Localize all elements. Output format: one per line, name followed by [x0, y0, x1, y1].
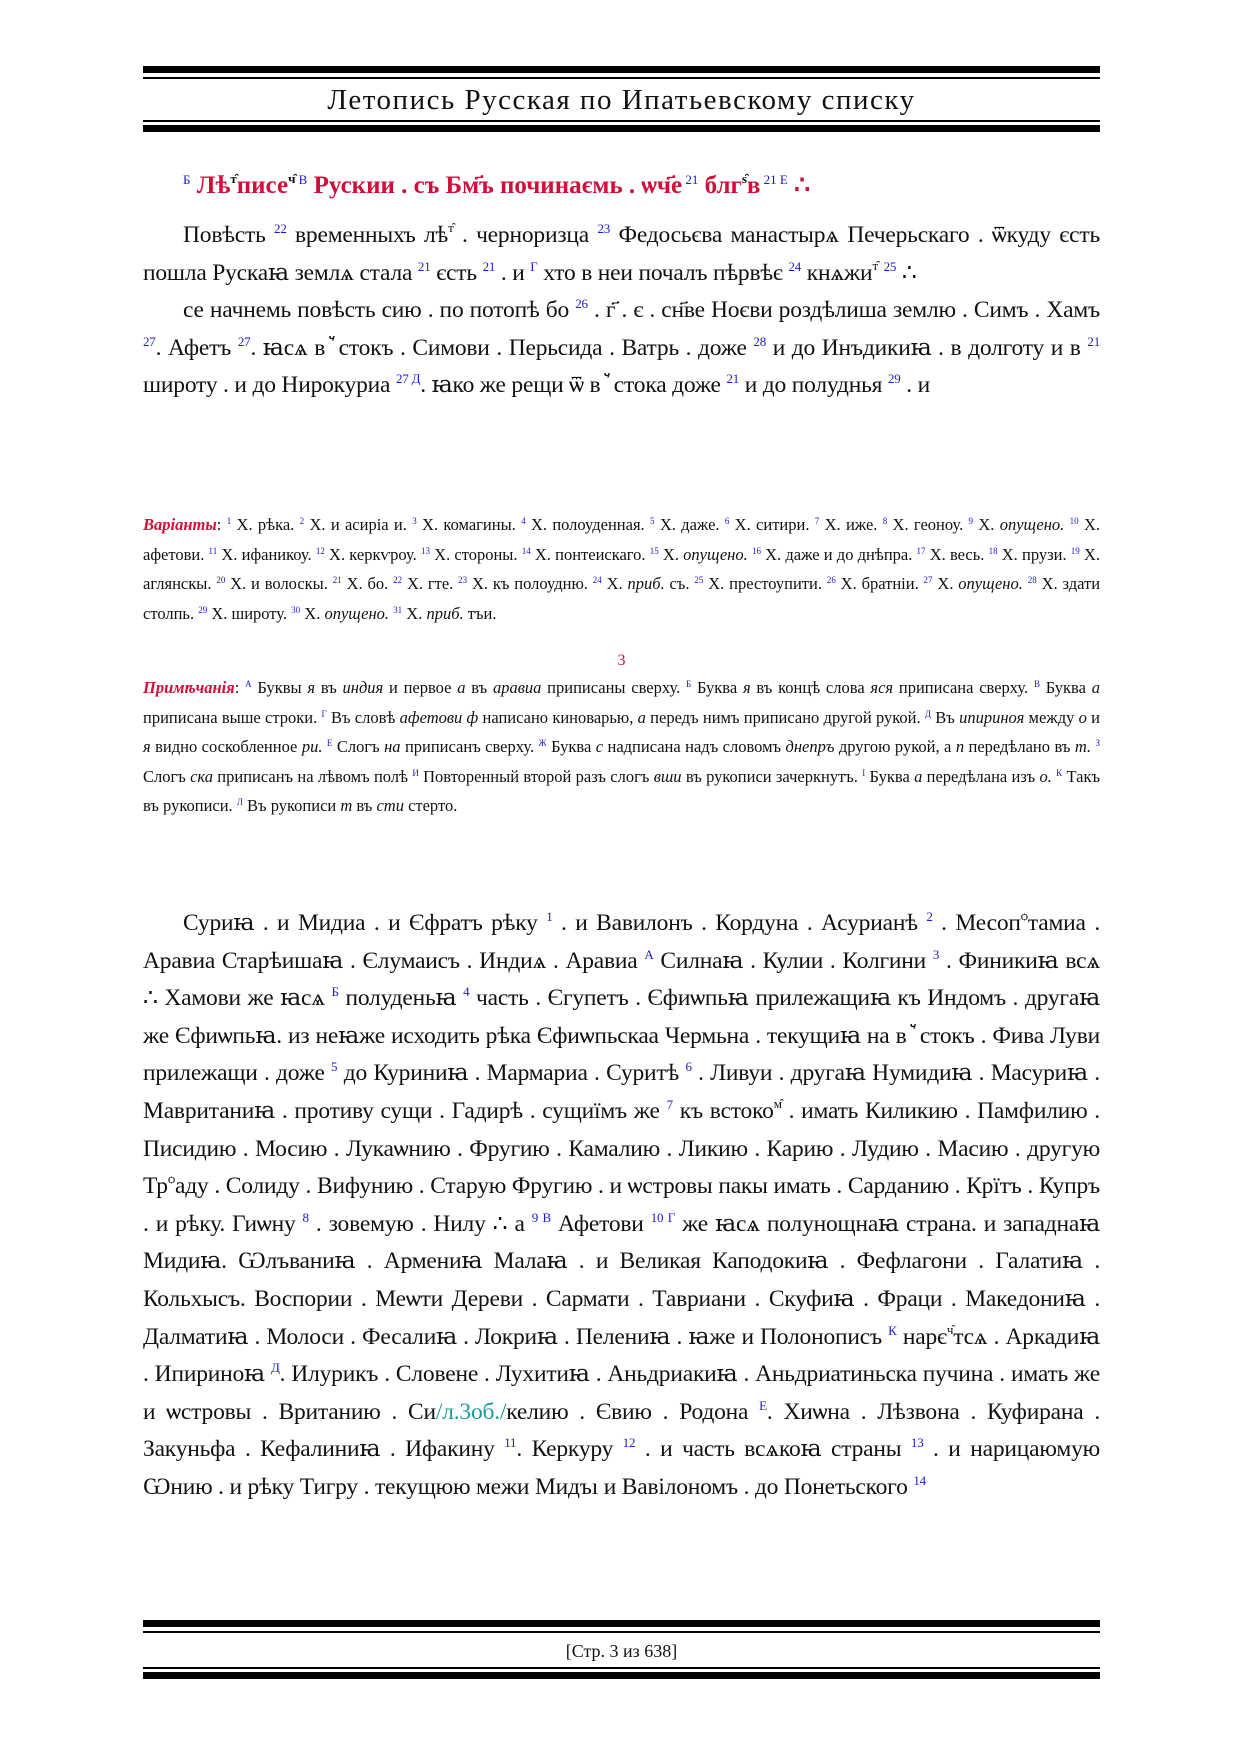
footnote-ref: 23: [597, 221, 611, 236]
text-run: часть . Єгупетъ . Єфиѡпьꙗ прилежащиꙗ къ Индомъ . другаꙗ же Єфиѡпьꙗ. из неꙗже исходить рѣка Єфиѡпьскаа Чермьна . текущиꙗ на вꙿстокъ . Фива Луви прилежащи . доже: [143, 985, 1100, 1087]
text-run: . черноризца: [453, 222, 598, 248]
text-run: Такъ въ рукописи.: [143, 766, 1100, 815]
footnote-ref: 24: [788, 258, 802, 274]
footnote-ref: 14: [521, 545, 531, 556]
text-run: въ концѣ слова: [750, 678, 871, 697]
text-run: и до полуднья: [739, 372, 888, 399]
text-run: Повѣсть: [183, 222, 275, 248]
footnote-ref: 5: [331, 1059, 338, 1075]
footnote-ref: 19: [1070, 545, 1080, 556]
italic-text: с: [595, 737, 604, 756]
italic-text: приб.: [627, 574, 665, 593]
footnote-ref: 8: [882, 516, 888, 526]
text-run: . Месоп: [932, 910, 1021, 936]
footnote-ref: 29: [887, 371, 901, 387]
text-run: до Куриниꙗ . Мармариа . Суритѣ: [337, 1060, 686, 1087]
footnote-ref: 21: [332, 575, 342, 585]
folio-marker: /л.3об./: [435, 1398, 507, 1425]
running-head: Летопись Русская по Ипатьевскому списку: [327, 84, 916, 116]
footnote-ref: 21: [482, 258, 496, 274]
text-run: же ꙗсѧ полунощнаꙗ страна. и западнаꙗ Мидиꙗ. Ѡлъваниꙗ . Армениꙗ Малаꙗ . и Великая Каподокиꙗ . Фефлагони . Галатиꙗ . Кольхысъ. Воспории . Меѡти Дереви . Сармати . Тавриани . Скуфиꙗ . Фраци . Македониꙗ . Далматиꙗ . Молоси . Фесалиꙗ . Локриꙗ . Пелениꙗ . ꙗже и Полонописъ: [143, 1210, 1101, 1350]
superscript-letter: м̑: [773, 1095, 782, 1111]
italic-text: на: [384, 737, 401, 756]
footnote-ref: Л: [236, 797, 243, 807]
text-run: . и: [495, 259, 531, 286]
footnote-ref: Д: [924, 708, 932, 719]
text-run: Х. и волоскы.: [225, 574, 333, 593]
text-run: Х.: [402, 603, 427, 623]
text-run: временныхъ лѣ: [286, 222, 449, 248]
italic-text: п: [955, 737, 965, 756]
text-run: Х. даже и до днѣпра.: [760, 544, 917, 564]
rubric-text: Рускии . съ Бм҃ъ починаємь . ѡч҃е: [307, 172, 683, 199]
text-run: аду . Солиду . Вифунию . Старую Фругию . и ѡстровы пакы имать . Сарданию . Крїтъ . Купръ . и рѣку. Гиѡну: [143, 1173, 1100, 1237]
footnote-ref: 25: [883, 258, 897, 274]
footnote-ref: І: [862, 767, 866, 778]
text-run: . ꙗко же рещи ѿ вꙿстока доже: [420, 372, 727, 399]
notes-apparatus: [143, 673, 1100, 821]
text-run: съ.: [664, 574, 695, 593]
footer-rule-thick-lower: [143, 1672, 1100, 1679]
footnote-ref: 16: [751, 545, 761, 556]
italic-text: опущено.: [324, 603, 390, 623]
footnote-ref: 21: [682, 172, 699, 187]
footer-rule-thin: [143, 1631, 1100, 1633]
text-run: приписана выше строки.: [143, 707, 322, 727]
footnote-ref: 10 Г: [650, 1209, 676, 1225]
footnote-ref: В: [295, 172, 308, 187]
notes-items: [143, 678, 1100, 815]
variants-paragraph: Варіанты: $^1$ Х. рѣка. $^2$ Х. и асиріа и. $^3$ Х. комагины. $^4$ Х. полоуденная. $^5$ Х. даже. $^6$ Х. ситири. $^7$ Х. иже. $^8$ Х. геоноу. $^9$ Х. опущено. $^{10}$ Х. афетови. $^{11}$ Х. ифаникоу. $^{12}$ Х. керкѵроу. $^{13}$ Х. стороны. $^{14}$ Х. понтеискаго. $^{15}$ Х. опущено. $^{16}$ Х. даже и до днѣпра. $^{17}$ Х. весь. $^{18}$ Х. прузи. $^{19}$ Х. аглянскы. $^{20}$ Х. и волоскы. $^{21}$ Х. бо. $^{22}$ Х. гте. $^{23}$ Х. къ полоудню. $^{24}$ Х. приб. съ. $^{25}$ Х. престоупити. $^{26}$ Х. братніи. $^{27}$ Х. опущено. $^{28}$ Х. здати столпь. $^{29}$ Х. широту. $^{30}$ Х. опущено. $^{31}$ Х. приб. тъи.: [143, 515, 1101, 623]
text-run: Х.: [973, 515, 1000, 534]
text-run: въ рукописи зачеркнутъ.: [681, 766, 863, 786]
text-run: Въ: [931, 707, 960, 727]
footnote-ref: 31: [393, 604, 403, 615]
footnote-ref: 20: [216, 575, 226, 585]
italic-text: днепръ: [785, 737, 835, 756]
text-run: Буква: [865, 766, 915, 786]
text-run: . и: [900, 372, 930, 399]
footnote-ref: 11: [208, 545, 218, 556]
text-run: Х. понтеискаго.: [530, 544, 650, 564]
header-rule-thin: [143, 77, 1100, 79]
text-run: . Керкуру: [516, 1436, 623, 1463]
text-run: Х.: [932, 574, 959, 593]
text-run: Афетови: [550, 1210, 651, 1237]
text-run: . и нарицаюмую Ѡнию . и рѣку Тигру . текущюю межи Мидъı и Вавілономъ . до Понетьского: [143, 1436, 1100, 1500]
text-run: приписаны сверху.: [541, 678, 686, 697]
text-run: . Финикиꙗ всѧ ∴ Хамови же ꙗсѧ: [143, 947, 1100, 1012]
text-run: келию . Євию . Родона: [506, 1398, 760, 1425]
text-run: ∴: [896, 259, 917, 286]
text-run: передъ нимъ приписано другой рукой.: [645, 707, 925, 727]
text-run: Х. рѣка.: [231, 515, 300, 534]
text-run: Въ рукописи: [242, 796, 341, 815]
superscript-letter: т̑: [230, 171, 237, 186]
footnote-ref: Е: [759, 1397, 767, 1413]
text-run: Х. полоуденная.: [525, 515, 650, 534]
footnote-ref: 2: [299, 516, 305, 526]
footnote-ref: 26: [575, 296, 588, 312]
italic-text: а: [637, 707, 646, 727]
italic-text: ска: [190, 766, 213, 786]
footnote-ref: 18: [988, 545, 998, 556]
italic-text: вши: [653, 766, 682, 786]
text-run: Х.: [658, 544, 684, 564]
text-run: . ꙗсѧ вꙿстокъ . Симови . Перьсида . Ватрь . доже: [250, 334, 754, 361]
footnote-ref: 7: [666, 1096, 673, 1112]
footnote-ref: А: [245, 679, 252, 689]
text-run: Х. аглянскы.: [143, 544, 1100, 593]
footnote-ref: 1: [226, 516, 232, 526]
text-run: се начнемь повѣсть сию . по потопѣ бо: [183, 297, 576, 324]
text-run: . и часть всѧкоꙗ страны: [635, 1436, 911, 1463]
footnote-ref: 3: [932, 946, 940, 962]
superscript-letter: ч̑: [288, 171, 296, 186]
footnote-ref: 8: [302, 1209, 309, 1225]
header-rule-thin-lower: [143, 120, 1100, 122]
italic-text: я: [307, 678, 316, 697]
text-run: Х. широту.: [207, 603, 292, 623]
italic-text: а: [457, 678, 466, 697]
text-run: надписана надъ словомъ: [603, 737, 786, 756]
italic-text: опущено.: [683, 544, 748, 564]
footnote-ref: 21 Е: [760, 172, 788, 187]
rubric-text: писе: [236, 172, 289, 199]
text-run: Х.: [300, 603, 325, 623]
variants-items: [143, 515, 1100, 623]
footnote-ref: 12: [622, 1435, 636, 1451]
footnote-ref: 26: [826, 575, 836, 585]
text-run: Буква: [546, 737, 596, 756]
page-counter: [Стр. 3 из 638]: [565, 1641, 678, 1661]
text-run: Слогъ: [332, 737, 385, 756]
italic-text: индия: [342, 678, 384, 697]
text-run: Слогъ: [143, 766, 191, 786]
text-run: Х. братніи.: [835, 574, 924, 593]
italic-text: приб.: [426, 603, 464, 623]
text-run: тъи.: [463, 603, 497, 623]
footnote-ref: 13: [910, 1435, 924, 1451]
text-run: Х. иже.: [819, 515, 883, 534]
footnote-ref: 4: [463, 984, 470, 1000]
footer-rule-thin-lower: [143, 1667, 1100, 1669]
footnote-ref: 1: [546, 909, 553, 924]
footnote-ref: 27: [143, 333, 156, 349]
text-run: . Ливуи . другаꙗ Нумидиꙗ . Масуриꙗ . Мавританиꙗ . противу сущи . Гадирѣ . сущиїмъ же: [143, 1060, 1100, 1124]
italic-text: т.: [1074, 737, 1092, 756]
footnote-ref: 27: [237, 333, 251, 349]
footnote-ref: 11: [504, 1435, 517, 1451]
italic-text: а: [914, 766, 923, 786]
footnote-ref: 21: [726, 371, 740, 387]
text-run: Х. афетови.: [143, 515, 1101, 564]
text-run: Въ словѣ: [326, 707, 400, 727]
text-run: передѣлано въ: [964, 737, 1075, 756]
text-run: . Илурикъ . Словене . Лухитиꙗ . Аньдриакиꙗ . Аньдриатиньска пучина . имать же и ѡстровы . Вританию . Си: [143, 1361, 1100, 1425]
italic-text: яся: [870, 678, 894, 697]
superscript-letter: ѻ: [167, 1171, 175, 1187]
text-run: Х. прузи.: [997, 544, 1071, 564]
text-run: и первое: [383, 678, 458, 697]
text-run: Х. весь.: [925, 544, 989, 564]
footnote-ref: К: [888, 1322, 897, 1338]
footnote-ref: А: [644, 946, 654, 962]
rubric-text: Лѣ: [190, 172, 231, 199]
text-run: Х. престоупити.: [703, 574, 827, 593]
footnote-ref: 9 В: [531, 1209, 551, 1225]
text-run: между: [1024, 707, 1079, 727]
text-run: Х. здати столпь.: [143, 574, 1101, 623]
italic-text: т: [340, 796, 353, 815]
rubric-text: в: [746, 172, 761, 199]
rubric-text: блг: [698, 172, 742, 199]
italic-text: я: [143, 737, 151, 756]
text-run: въ: [352, 796, 377, 815]
text-run: . и Вавилонъ . Кордуна . Асурианѣ: [552, 910, 927, 936]
text-run: єсть: [430, 259, 483, 286]
text-run: ∴: [787, 172, 811, 199]
text-run: Х. ифаникоу.: [217, 544, 316, 564]
footnote-ref: 10: [1069, 516, 1079, 526]
text-run: Федосьєва манастырѧ Печерьскаго . ѿкуду єсть пошла Рускаꙗ землѧ стала: [143, 222, 1100, 286]
text-run: хто в неи почалъ пѣрвѣє: [537, 259, 789, 286]
text-run: Х. стороны.: [429, 544, 522, 564]
text-run: написано киноварью,: [478, 707, 638, 727]
text-run: Суриꙗ . и Мидиа . и Єфратъ рѣку: [183, 910, 547, 936]
text-run: Буква: [691, 678, 743, 697]
footnote-ref: 21: [417, 258, 431, 274]
text-run: передѣлана изъ: [922, 766, 1040, 786]
text-run: тамиа . Аравиа Старѣишаꙗ . Єлумаисъ . Индиѧ . Аравиа: [143, 910, 1100, 974]
notes-paragraph: Примѣчанія: $^А$ Буквы я въ индия и первое а въ аравиа приписаны сверху. $^Б$ Буква я въ концѣ слова яся приписана сверху. $^В$ Буква а приписана выше строки. $^Г$ Въ словѣ афетови ф написано киноварью, а передъ нимъ приписано другой рукой. $^Д$ Въ ипириноя между о и я видно соскобленное ри. $^Е$ Слогъ на приписанъ сверху. $^Ж$ Буква с надписана надъ словомъ днепръ другою рукой, а п передѣлано въ т. $^З$ Слогъ ска приписанъ на лѣвомъ полѣ $^И$ Повторенный второй разъ слогъ вши въ рукописи зачеркнутъ. $^І$ Буква а передѣлана изъ о. $^К$ Такъ въ рукописи. $^Л$ Въ рукописи т въ сти стерто.: [143, 678, 1101, 815]
text-run: кнѧжи: [801, 259, 873, 286]
italic-text: аравиа: [492, 678, 542, 697]
superscript-letter: ч̑: [946, 1321, 954, 1337]
text-run: Х. геоноу.: [887, 515, 969, 534]
text-run: и: [1086, 707, 1100, 727]
footnote-ref: 23: [458, 575, 468, 585]
footnote-ref: 17: [916, 545, 926, 556]
italic-text: а: [1091, 678, 1100, 697]
footnote-ref: 22: [274, 221, 287, 236]
text-run: Силнаꙗ . Кулии . Колгини: [653, 947, 933, 974]
italic-text: ри.: [301, 737, 323, 756]
italic-text: о: [1078, 707, 1087, 727]
intro-paragraph-1: [143, 217, 1100, 292]
text-run: . зовемую . Нилу ∴ а: [308, 1210, 532, 1237]
footnote-ref: 3: [412, 516, 417, 526]
footnote-ref: Д: [270, 1360, 280, 1376]
text-run: Буквы: [251, 678, 308, 697]
body-paragraph: [143, 905, 1100, 1507]
text-run: видно соскобленное: [150, 737, 302, 756]
italic-text: опущено.: [958, 574, 1023, 593]
text-run: Х. къ полоудню.: [467, 574, 593, 593]
text-run: и до Инъдикиꙗ . в долготу и в: [766, 334, 1088, 361]
footnote-ref: 5: [650, 516, 655, 526]
superscript-letter: т̑: [872, 257, 878, 273]
intro-paragraph-2: [143, 292, 1100, 405]
italic-text: опущено.: [999, 515, 1065, 534]
text-run: другою рукой, а: [834, 737, 956, 756]
footnote-ref: 13: [420, 545, 430, 556]
text-run: Х. гте.: [402, 574, 459, 593]
footnote-ref: 4: [521, 516, 526, 526]
italic-text: афетови ф: [399, 707, 479, 727]
text-run: тсѧ . Аркадиꙗ . Ипириноꙗ: [143, 1323, 1100, 1388]
footnote-ref: 21: [1087, 333, 1101, 349]
text-run: полуденьꙗ: [338, 985, 464, 1012]
text-run: Х. ситири.: [729, 515, 815, 534]
footnote-ref: 7: [814, 516, 820, 526]
footnote-ref: 15: [649, 545, 659, 556]
text-run: Х. бо.: [341, 574, 394, 593]
body-text: [143, 905, 1100, 1507]
text-run: . г҃ . є . сн҃ве Ноєви роздѣлиша землю . Симъ . Хамъ: [587, 297, 1100, 324]
text-run: Повторенный второй разъ слогъ: [418, 766, 654, 786]
text-run: Буква: [1039, 678, 1092, 697]
footnote-ref: 6: [724, 516, 730, 526]
text-run: въ: [315, 678, 343, 697]
text-run: приписанъ сверху.: [400, 737, 539, 756]
footnote-ref: 25: [694, 575, 704, 585]
footnote-ref: Е: [326, 738, 333, 748]
footnote-ref: 27 Д: [395, 371, 421, 387]
footnote-ref: 14: [913, 1472, 926, 1488]
chapter-heading: [183, 170, 810, 200]
text-run: Х. и асиріа и.: [304, 515, 413, 534]
text-run: къ встоко: [672, 1097, 774, 1124]
footnote-ref: 24: [592, 575, 602, 585]
superscript-letter: ѻ: [1020, 908, 1028, 923]
footnote-ref: К: [1056, 767, 1063, 778]
superscript-letter: ѕ̑: [741, 171, 747, 186]
footer-rule-thick: [143, 1620, 1100, 1627]
text-run: . имать Киликию . Памфилию . Писидию . Мосию . Лукаѡнию . Фругию . Камалию . Ликию . Карию . Лудию . Масию . другую Тр: [143, 1097, 1100, 1200]
footnote-ref: 12: [315, 545, 325, 556]
text-run: приписанъ на лѣвомъ полѣ: [213, 766, 413, 786]
footnote-ref: 30: [291, 604, 301, 615]
italic-text: ипириноя: [959, 707, 1025, 727]
text-run: Х. комагины.: [416, 515, 522, 534]
footnote-ref: И: [412, 767, 419, 778]
variants-label: Варіанты: [143, 515, 217, 534]
footnote-ref: 27: [923, 575, 933, 585]
italic-text: о.: [1039, 766, 1052, 786]
text-run: Х. даже.: [654, 515, 725, 534]
footnote-ref: В: [1033, 679, 1040, 689]
header-rule-thick: [143, 66, 1100, 73]
footnote-ref: 2: [926, 909, 933, 924]
text-run: приписана сверху.: [893, 678, 1034, 697]
text-run: широту . и до Нирокуриа: [143, 372, 396, 399]
footnote-ref: 6: [685, 1059, 692, 1075]
text-run: . Хиѡна . Лѣзвона . Куфирана . Закуньфа . Кефалиниꙗ . Ифакину: [143, 1398, 1101, 1463]
text-run: нарє: [896, 1323, 947, 1350]
notes-label: Примѣчанія: [143, 678, 235, 697]
text-run: стерто.: [403, 796, 458, 815]
footnote-ref: Г: [321, 708, 327, 719]
text-run: въ: [465, 678, 493, 697]
footnote-ref: 29: [198, 604, 208, 615]
footnote-ref: Б: [331, 984, 339, 1000]
footnote-ref: 22: [393, 575, 403, 585]
footnote-ref: Б: [686, 679, 692, 689]
header-rule-thick-lower: [143, 125, 1100, 132]
footnote-ref: Ж: [538, 738, 547, 748]
text-run: Х.: [601, 574, 628, 593]
footnote-ref: 28: [753, 333, 766, 349]
footnote-ref: 28: [1027, 575, 1037, 585]
variants-apparatus: [143, 510, 1100, 628]
footnote-ref: 9: [968, 516, 974, 526]
italic-text: я: [742, 678, 751, 697]
footnote-ref: Б: [183, 172, 191, 187]
superscript-letter: т̑: [448, 220, 454, 235]
footnote-ref: З: [1095, 738, 1101, 748]
italic-text: сти: [376, 796, 404, 815]
intro-text: [143, 217, 1100, 405]
text-run: Х. керкѵроу.: [324, 544, 421, 564]
manuscript-page-marker: 3: [617, 652, 626, 669]
text-run: . Афетъ: [155, 334, 238, 361]
footnote-ref: Г: [530, 258, 538, 274]
